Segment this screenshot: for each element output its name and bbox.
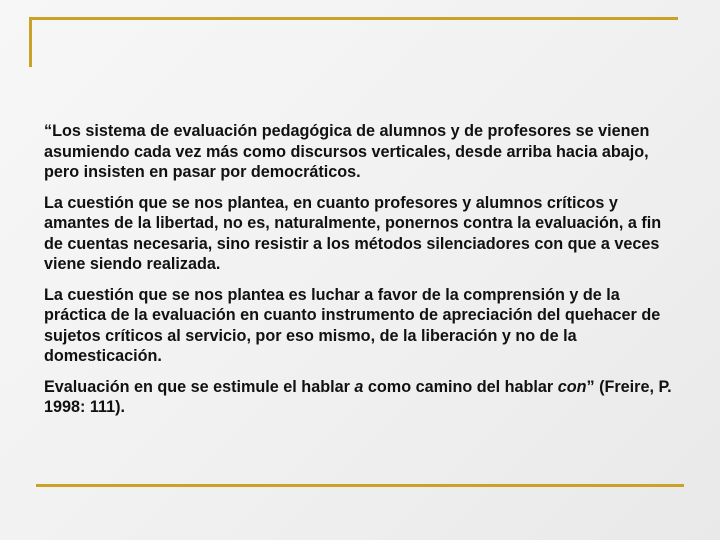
paragraph-3: La cuestión que se nos plantea es luchar a favor de la comprensión y de la práctica de la evaluación en cuanto instrumento de apreciación del quehacer de sujetos críticos al servicio, por eso mismo, de la liberación y no de la domesticación. <box>44 285 661 365</box>
paragraph-4-part-1: Evaluación en que se estimule el hablar <box>44 377 355 396</box>
quote-text-block <box>44 121 674 428</box>
top-accent-line <box>29 17 678 20</box>
paragraph-4-italic-con: con <box>557 377 587 396</box>
paragraph-1: “Los sistema de evaluación pedagógica de alumnos y de profesores se vienen asumiendo cada vez más como discursos verticales, desde arriba hacia abajo, pero insisten en pasar por democráticos. <box>44 122 650 181</box>
paragraph-4-part-3: ” (Freire, P. 1998: 111). <box>44 377 672 416</box>
paragraph-2: La cuestión que se nos plantea, en cuanto profesores y alumnos críticos y amantes de la libertad, no es, naturalmente, ponernos contra la evaluación, a fin de cuentas necesaria, sino resistir a los métodos silenciadores con que a veces viene siendo realizada. <box>44 193 662 273</box>
paragraph-4 <box>44 377 674 418</box>
bottom-accent-line <box>36 484 684 487</box>
paragraph-4-italic-a: a <box>354 377 364 396</box>
paragraph-4-part-2: como camino del hablar <box>363 377 558 396</box>
left-accent-line <box>29 17 32 67</box>
